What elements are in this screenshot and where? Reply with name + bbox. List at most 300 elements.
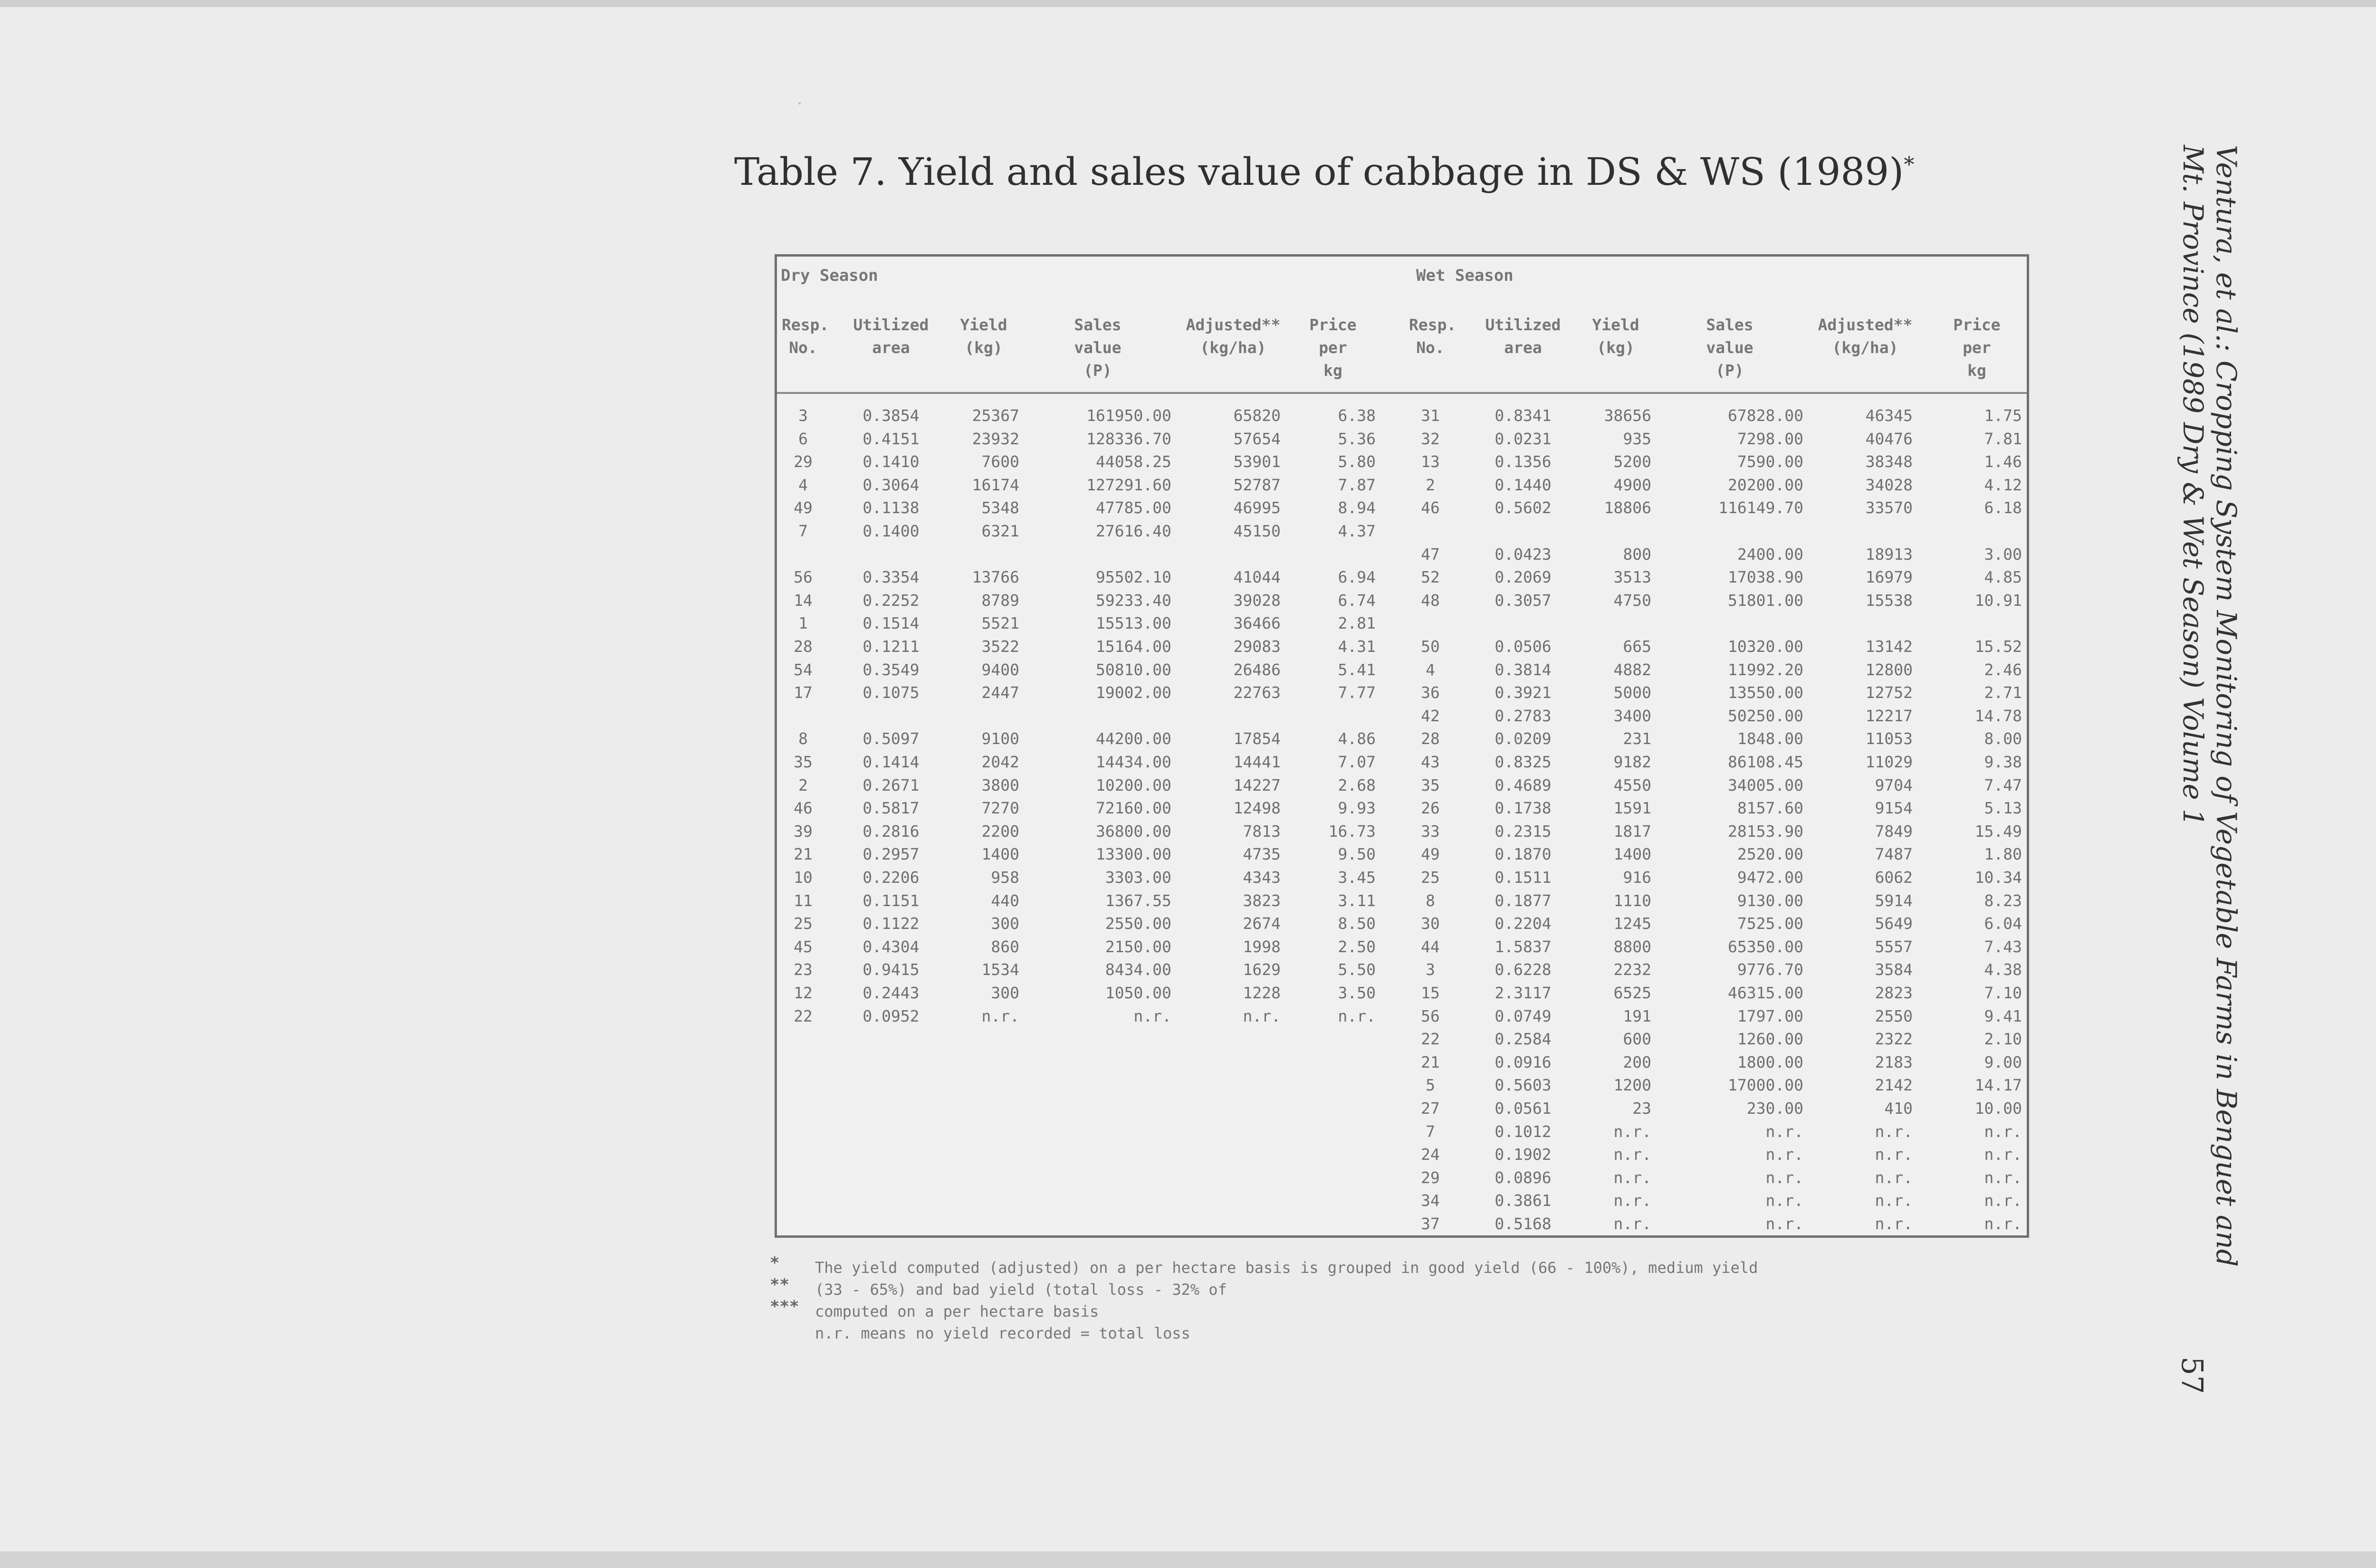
dry-table-cell: 22763 bbox=[1233, 683, 1281, 702]
wet-table-cell: 0.8325 bbox=[1495, 753, 1552, 771]
table-title-text: Table 7. Yield and sales value of cabbage in DS & WS (1989) bbox=[734, 150, 1904, 194]
dry-table-cell: 0.1138 bbox=[862, 498, 920, 517]
wet-table-cell: n.r. bbox=[1984, 1145, 2022, 1164]
wet-table-cell: 15538 bbox=[1865, 591, 1913, 610]
wet-table-cell: 231 bbox=[1623, 729, 1651, 748]
wet-table-cell: 7.43 bbox=[1984, 937, 2022, 956]
wet-table-cell: 38348 bbox=[1865, 452, 1913, 471]
wet-table-cell: 2.71 bbox=[1984, 683, 2022, 702]
wet-table-cell: 9776.70 bbox=[1737, 960, 1803, 979]
footnote-mark: * bbox=[770, 1253, 780, 1272]
dry-table-cell: 2550.00 bbox=[1105, 914, 1171, 933]
wet-table-cell: 410 bbox=[1884, 1099, 1913, 1118]
dry-table-cell: 1050.00 bbox=[1105, 984, 1171, 1002]
dry-table-cell: 0.1211 bbox=[862, 637, 920, 656]
footnotes bbox=[770, 1253, 2053, 1344]
dry-header-cell: Price per kg bbox=[1309, 316, 1357, 380]
wet-table-cell: 6525 bbox=[1613, 984, 1651, 1002]
dry-table-cell: 59233.40 bbox=[1096, 591, 1171, 610]
dry-table-cell: 45 bbox=[794, 937, 813, 956]
dry-table-cell: 6.94 bbox=[1338, 568, 1376, 587]
wet-table-cell: 7298.00 bbox=[1737, 429, 1803, 448]
dry-table-cell: 29083 bbox=[1233, 637, 1281, 656]
dry-table-cell: 0.3854 bbox=[862, 406, 920, 425]
dry-table-cell: 3.45 bbox=[1338, 868, 1376, 887]
dry-table-cell: 23932 bbox=[972, 429, 1019, 448]
dry-header-cell: Sales value (P) bbox=[1074, 316, 1121, 380]
dry-table-cell: 15164.00 bbox=[1096, 637, 1171, 656]
dry-table-cell: 0.4151 bbox=[862, 429, 920, 448]
wet-table-cell: 2520.00 bbox=[1737, 845, 1803, 864]
running-title-line-2: Mt. Province (1989 Dry & Wet Season) Volume 1 bbox=[2177, 145, 2209, 827]
wet-table-cell: 0.2204 bbox=[1495, 914, 1552, 933]
running-title bbox=[2157, 145, 2243, 1267]
wet-table-cell: 191 bbox=[1623, 1006, 1651, 1025]
dry-table-cell: 0.2252 bbox=[862, 591, 920, 610]
wet-table-cell: 46345 bbox=[1865, 406, 1913, 425]
wet-table-cell: 0.1738 bbox=[1495, 799, 1552, 818]
dry-table-cell: 16174 bbox=[972, 475, 1019, 494]
wet-table-cell: 6062 bbox=[1875, 868, 1913, 887]
wet-table-cell: 1400 bbox=[1613, 845, 1651, 864]
wet-table-cell: 4550 bbox=[1613, 775, 1651, 794]
dry-table-cell: 17 bbox=[794, 683, 813, 702]
dry-table-cell: 0.2443 bbox=[862, 984, 920, 1002]
dry-table-cell: 5.41 bbox=[1338, 660, 1376, 679]
wet-table-cell: 11053 bbox=[1865, 729, 1913, 748]
wet-table-cell: n.r. bbox=[1875, 1214, 1913, 1233]
wet-table-cell: 4750 bbox=[1613, 591, 1651, 610]
dry-table-cell: 0.4304 bbox=[862, 937, 920, 956]
wet-table-cell: n.r. bbox=[1613, 1122, 1651, 1141]
dry-table-cell: 4.31 bbox=[1338, 637, 1376, 656]
page-number bbox=[2172, 1357, 2214, 1399]
scanned-page bbox=[0, 7, 2376, 1558]
dry-table-cell: 6.38 bbox=[1338, 406, 1376, 425]
wet-table-cell: 40476 bbox=[1865, 429, 1913, 448]
wet-table-cell: 17000.00 bbox=[1728, 1076, 1803, 1095]
dry-table-cell: 2042 bbox=[981, 753, 1019, 771]
dry-table-cell: 0.2206 bbox=[862, 868, 920, 887]
dry-table-cell: 0.3549 bbox=[862, 660, 920, 679]
wet-table-cell: 8 bbox=[1426, 891, 1435, 910]
wet-table-cell: 16979 bbox=[1865, 568, 1913, 587]
wet-table-cell: 86108.45 bbox=[1728, 753, 1803, 771]
wet-table-cell: 28153.90 bbox=[1728, 822, 1803, 841]
wet-table-cell: 4.12 bbox=[1984, 475, 2022, 494]
dry-table-cell: 52787 bbox=[1233, 475, 1281, 494]
dry-table-cell: 16.73 bbox=[1328, 822, 1376, 841]
wet-table-cell: 0.1511 bbox=[1495, 868, 1552, 887]
wet-table-cell: 7525.00 bbox=[1737, 914, 1803, 933]
wet-header-cell: Sales value (P) bbox=[1706, 316, 1753, 380]
dry-table-cell: 53901 bbox=[1233, 452, 1281, 471]
wet-table-cell: 2 bbox=[1426, 475, 1435, 494]
dry-table-cell: 7270 bbox=[981, 799, 1019, 818]
wet-table-cell: 0.1440 bbox=[1495, 475, 1552, 494]
dry-table-cell: 19002.00 bbox=[1096, 683, 1171, 702]
wet-table-cell: n.r. bbox=[1765, 1168, 1803, 1187]
dry-table-cell: 1534 bbox=[981, 960, 1019, 979]
wet-table-cell: 10320.00 bbox=[1728, 637, 1803, 656]
wet-table-cell: 0.5168 bbox=[1495, 1214, 1552, 1233]
dry-table-cell: 161950.00 bbox=[1086, 406, 1171, 425]
dry-table-cell: 36800.00 bbox=[1096, 822, 1171, 841]
dry-table-cell: 44058.25 bbox=[1096, 452, 1171, 471]
dry-table-cell: 4343 bbox=[1243, 868, 1281, 887]
dry-table-cell: 860 bbox=[991, 937, 1019, 956]
wet-table-cell: 9.41 bbox=[1984, 1006, 2022, 1025]
wet-table-cell: 65350.00 bbox=[1728, 937, 1803, 956]
wet-table-cell: n.r. bbox=[1765, 1122, 1803, 1141]
dry-table-cell: 8.94 bbox=[1338, 498, 1376, 517]
wet-header-cell: Adjusted** (kg/ha) bbox=[1818, 316, 1913, 357]
wet-table-cell: 27 bbox=[1421, 1099, 1440, 1118]
wet-table-cell: n.r. bbox=[1613, 1145, 1651, 1164]
wet-table-cell: 7487 bbox=[1875, 845, 1913, 864]
dry-table-cell: 4.86 bbox=[1338, 729, 1376, 748]
dry-table-cell: 50810.00 bbox=[1096, 660, 1171, 679]
dry-table-cell: 45150 bbox=[1233, 522, 1281, 540]
wet-table-cell: 0.1877 bbox=[1495, 891, 1552, 910]
dry-table-cell: 6321 bbox=[981, 522, 1019, 540]
dry-table-cell: 14227 bbox=[1233, 775, 1281, 794]
wet-table-cell: 33 bbox=[1421, 822, 1440, 841]
footnote-text: (33 - 65%) and bad yield (total loss - 32% of bbox=[815, 1281, 1227, 1299]
dry-table-cell: 12498 bbox=[1233, 799, 1281, 818]
dry-table-cell: 7.87 bbox=[1338, 475, 1376, 494]
wet-table-cell: 31 bbox=[1421, 406, 1440, 425]
wet-table-cell: 21 bbox=[1421, 1052, 1440, 1071]
dry-table-cell: 3800 bbox=[981, 775, 1019, 794]
footnote-text: The yield computed (adjusted) on a per hectare basis is grouped in good yield (66 - 100%), medium yield bbox=[815, 1259, 1758, 1277]
dry-table-cell: 3 bbox=[798, 406, 808, 425]
dry-table-cell: 56 bbox=[794, 568, 813, 587]
wet-table-cell: 9154 bbox=[1875, 799, 1913, 818]
dry-table-cell: 7600 bbox=[981, 452, 1019, 471]
dry-table-cell: 7813 bbox=[1243, 822, 1281, 841]
wet-table-cell: 13142 bbox=[1865, 637, 1913, 656]
wet-table-cell: 0.3057 bbox=[1495, 591, 1552, 610]
wet-table-cell: 47 bbox=[1421, 545, 1440, 564]
dry-table-cell: 8434.00 bbox=[1105, 960, 1171, 979]
wet-table-cell: 6.18 bbox=[1984, 498, 2022, 517]
wet-table-cell: 5 bbox=[1426, 1076, 1435, 1095]
wet-table-cell: 0.2584 bbox=[1495, 1030, 1552, 1049]
wet-table-cell: 0.4689 bbox=[1495, 775, 1552, 794]
table-title-mark: * bbox=[1904, 153, 1915, 177]
wet-table-cell: 34005.00 bbox=[1728, 775, 1803, 794]
wet-table-cell: 9.38 bbox=[1984, 753, 2022, 771]
dry-table-cell: 39028 bbox=[1233, 591, 1281, 610]
wet-table-cell: 3.00 bbox=[1984, 545, 2022, 564]
wet-table-cell: 5557 bbox=[1875, 937, 1913, 956]
wet-table-cell: 0.0561 bbox=[1495, 1099, 1552, 1118]
wet-table-cell: 33570 bbox=[1865, 498, 1913, 517]
dry-table-cell: 29 bbox=[794, 452, 813, 471]
wet-table-cell: 9182 bbox=[1613, 753, 1651, 771]
dry-table-cell: 11 bbox=[794, 891, 813, 910]
wet-table-cell: n.r. bbox=[1875, 1168, 1913, 1187]
wet-table-cell: 28 bbox=[1421, 729, 1440, 748]
wet-table-cell: 56 bbox=[1421, 1006, 1440, 1025]
dry-table-cell: 5.50 bbox=[1338, 960, 1376, 979]
wet-table-cell: 43 bbox=[1421, 753, 1440, 771]
wet-table-cell: 600 bbox=[1623, 1030, 1651, 1049]
wet-table-cell: n.r. bbox=[1613, 1214, 1651, 1233]
dry-table-cell: 0.2957 bbox=[862, 845, 920, 864]
wet-table-cell: 0.1356 bbox=[1495, 452, 1552, 471]
dry-header-cell: Yield (kg) bbox=[960, 316, 1007, 357]
page-bottom-edge bbox=[0, 1551, 2376, 1568]
wet-table-cell: 24 bbox=[1421, 1145, 1440, 1164]
wet-table-cell: 3584 bbox=[1875, 960, 1913, 979]
dry-table-cell: 0.2671 bbox=[862, 775, 920, 794]
wet-table-cell: 0.1012 bbox=[1495, 1122, 1552, 1141]
wet-table-cell: 0.2315 bbox=[1495, 822, 1552, 841]
footnote-mark: *** bbox=[770, 1297, 799, 1316]
scan-speck bbox=[798, 102, 801, 105]
dry-table-cell: 0.3354 bbox=[862, 568, 920, 587]
wet-table-cell: 2232 bbox=[1613, 960, 1651, 979]
dry-table-cell: 3.11 bbox=[1338, 891, 1376, 910]
wet-table-cell: 8157.60 bbox=[1737, 799, 1803, 818]
dry-table-cell: 2447 bbox=[981, 683, 1019, 702]
wet-table-cell: 11992.20 bbox=[1728, 660, 1803, 679]
wet-table-cell: 20200.00 bbox=[1728, 475, 1803, 494]
dry-table-cell: 128336.70 bbox=[1086, 429, 1171, 448]
wet-table-cell: 1591 bbox=[1613, 799, 1651, 818]
dry-table-cell: 0.2816 bbox=[862, 822, 920, 841]
dry-table-cell: 3303.00 bbox=[1105, 868, 1171, 887]
dry-table-cell: 21 bbox=[794, 845, 813, 864]
dry-table-cell: 25 bbox=[794, 914, 813, 933]
wet-table-cell: 2.46 bbox=[1984, 660, 2022, 679]
dry-table-cell: 9.50 bbox=[1338, 845, 1376, 864]
dry-table-cell: 1367.55 bbox=[1105, 891, 1171, 910]
dry-table-cell: 12 bbox=[794, 984, 813, 1002]
wet-table-cell: 35 bbox=[1421, 775, 1440, 794]
wet-table-cell: 1848.00 bbox=[1737, 729, 1803, 748]
wet-table-cell: 3400 bbox=[1613, 706, 1651, 725]
dry-table-cell: 47785.00 bbox=[1096, 498, 1171, 517]
dry-table-cell: 9400 bbox=[981, 660, 1019, 679]
header-rule bbox=[777, 392, 2027, 394]
data-table bbox=[775, 254, 2029, 1238]
dry-table-cell: 958 bbox=[991, 868, 1019, 887]
dry-table-cell: 46 bbox=[794, 799, 813, 818]
wet-table-cell: 0.0423 bbox=[1495, 545, 1552, 564]
wet-table-cell: 7 bbox=[1426, 1122, 1435, 1141]
dry-table-cell: 1629 bbox=[1243, 960, 1281, 979]
dry-table-cell: 10200.00 bbox=[1096, 775, 1171, 794]
dry-table-cell: 17854 bbox=[1233, 729, 1281, 748]
dry-table-cell: 5521 bbox=[981, 614, 1019, 633]
dry-table-cell: 14441 bbox=[1233, 753, 1281, 771]
dry-table-cell: 8.50 bbox=[1338, 914, 1376, 933]
dry-table-cell: 65820 bbox=[1233, 406, 1281, 425]
wet-table-cell: 15.49 bbox=[1974, 822, 2022, 841]
dry-table-cell: 2.68 bbox=[1338, 775, 1376, 794]
dry-table-cell: 13300.00 bbox=[1096, 845, 1171, 864]
dry-table-cell: 36466 bbox=[1233, 614, 1281, 633]
dry-table-cell: 9.93 bbox=[1338, 799, 1376, 818]
dry-table-cell: 1998 bbox=[1243, 937, 1281, 956]
wet-table-cell: 4.85 bbox=[1984, 568, 2022, 587]
wet-table-cell: 116149.70 bbox=[1718, 498, 1803, 517]
dry-table-cell: 7 bbox=[798, 522, 808, 540]
dry-season-label: Dry Season bbox=[781, 266, 878, 285]
wet-table-cell: 7.81 bbox=[1984, 429, 2022, 448]
dry-table-cell: 72160.00 bbox=[1096, 799, 1171, 818]
page-number-text: 57 bbox=[2175, 1357, 2210, 1394]
dry-table-cell: 300 bbox=[991, 984, 1019, 1002]
footnote-text: n.r. means no yield recorded = total loss bbox=[815, 1324, 1190, 1342]
dry-table-cell: n.r. bbox=[1338, 1006, 1376, 1025]
wet-table-cell: 4 bbox=[1426, 660, 1435, 679]
wet-table-cell: n.r. bbox=[1613, 1191, 1651, 1210]
footnote-line bbox=[770, 1253, 2053, 1279]
wet-table-cell: 2550 bbox=[1875, 1006, 1913, 1025]
wet-table-cell: 665 bbox=[1623, 637, 1651, 656]
dry-header-cell: Utilized area bbox=[853, 316, 929, 357]
dry-table-cell: 3522 bbox=[981, 637, 1019, 656]
dry-table-cell: n.r. bbox=[1133, 1006, 1171, 1025]
wet-header-cell: Yield (kg) bbox=[1592, 316, 1639, 357]
wet-table-cell: 5914 bbox=[1875, 891, 1913, 910]
wet-table-cell: 48 bbox=[1421, 591, 1440, 610]
wet-table-cell: 46315.00 bbox=[1728, 984, 1803, 1002]
dry-table-cell: 15513.00 bbox=[1096, 614, 1171, 633]
dry-table-cell: 4.37 bbox=[1338, 522, 1376, 540]
wet-table-cell: 46 bbox=[1421, 498, 1440, 517]
wet-table-cell: 3 bbox=[1426, 960, 1435, 979]
wet-table-cell: 7.47 bbox=[1984, 775, 2022, 794]
wet-table-cell: 0.0506 bbox=[1495, 637, 1552, 656]
dry-table-cell: 27616.40 bbox=[1096, 522, 1171, 540]
wet-table-cell: 9704 bbox=[1875, 775, 1913, 794]
footnote-mark: ** bbox=[770, 1275, 789, 1294]
wet-table-cell: 7590.00 bbox=[1737, 452, 1803, 471]
wet-table-cell: n.r. bbox=[1875, 1122, 1913, 1141]
wet-table-cell: 200 bbox=[1623, 1052, 1651, 1071]
wet-table-cell: 18806 bbox=[1604, 498, 1651, 517]
dry-table-cell: 95502.10 bbox=[1096, 568, 1171, 587]
wet-table-cell: 1260.00 bbox=[1737, 1030, 1803, 1049]
wet-table-cell: 14.78 bbox=[1974, 706, 2022, 725]
wet-table-cell: 25 bbox=[1421, 868, 1440, 887]
wet-table-cell: 7.10 bbox=[1984, 984, 2022, 1002]
dry-header-cell: Adjusted** (kg/ha) bbox=[1186, 316, 1281, 357]
dry-table-cell: 14434.00 bbox=[1096, 753, 1171, 771]
wet-table-cell: 49 bbox=[1421, 845, 1440, 864]
dry-table-cell: 0.1151 bbox=[862, 891, 920, 910]
dry-table-cell: 22 bbox=[794, 1006, 813, 1025]
dry-table-cell: 8789 bbox=[981, 591, 1019, 610]
wet-table-cell: 2322 bbox=[1875, 1030, 1913, 1049]
wet-table-cell: 0.3921 bbox=[1495, 683, 1552, 702]
wet-table-cell: 10.34 bbox=[1974, 868, 2022, 887]
wet-table-cell: n.r. bbox=[1984, 1191, 2022, 1210]
wet-table-cell: 4882 bbox=[1613, 660, 1651, 679]
wet-table-cell: 26 bbox=[1421, 799, 1440, 818]
wet-table-cell: 5649 bbox=[1875, 914, 1913, 933]
dry-table-cell: 46995 bbox=[1233, 498, 1281, 517]
wet-table-cell: 30 bbox=[1421, 914, 1440, 933]
wet-table-cell: 13550.00 bbox=[1728, 683, 1803, 702]
wet-table-cell: 1797.00 bbox=[1737, 1006, 1803, 1025]
dry-table-cell: 13766 bbox=[972, 568, 1019, 587]
dry-table-cell: 1228 bbox=[1243, 984, 1281, 1002]
dry-table-cell: 0.5817 bbox=[862, 799, 920, 818]
dry-table-cell: 4735 bbox=[1243, 845, 1281, 864]
wet-table-cell: 0.5603 bbox=[1495, 1076, 1552, 1095]
wet-table-cell: 0.0896 bbox=[1495, 1168, 1552, 1187]
dry-table-cell: 2674 bbox=[1243, 914, 1281, 933]
wet-table-cell: 0.8341 bbox=[1495, 406, 1552, 425]
dry-table-cell: 6 bbox=[798, 429, 808, 448]
wet-table-cell: 9.00 bbox=[1984, 1052, 2022, 1071]
dry-table-cell: 9100 bbox=[981, 729, 1019, 748]
wet-table-cell: 0.0209 bbox=[1495, 729, 1552, 748]
dry-table-cell: 1 bbox=[798, 614, 808, 633]
wet-table-cell: 44 bbox=[1421, 937, 1440, 956]
dry-table-cell: 127291.60 bbox=[1086, 475, 1171, 494]
wet-table-cell: 2400.00 bbox=[1737, 545, 1803, 564]
wet-table-cell: 0.3861 bbox=[1495, 1191, 1552, 1210]
dry-table-cell: 0.1122 bbox=[862, 914, 920, 933]
wet-table-cell: 22 bbox=[1421, 1030, 1440, 1049]
wet-table-cell: 1.5837 bbox=[1495, 937, 1552, 956]
wet-table-cell: 50 bbox=[1421, 637, 1440, 656]
wet-table-cell: 2.10 bbox=[1984, 1030, 2022, 1049]
wet-table-cell: 15.52 bbox=[1974, 637, 2022, 656]
wet-table-cell: 37 bbox=[1421, 1214, 1440, 1233]
wet-table-cell: 5200 bbox=[1613, 452, 1651, 471]
wet-season-label: Wet Season bbox=[1416, 266, 1514, 285]
wet-table-cell: n.r. bbox=[1765, 1214, 1803, 1233]
wet-table-cell: 34028 bbox=[1865, 475, 1913, 494]
dry-table-cell: 5.80 bbox=[1338, 452, 1376, 471]
dry-table-cell: 54 bbox=[794, 660, 813, 679]
footnote-line bbox=[770, 1322, 2053, 1344]
dry-table-cell: 2.81 bbox=[1338, 614, 1376, 633]
wet-table-cell: 1200 bbox=[1613, 1076, 1651, 1095]
dry-table-cell: 0.9415 bbox=[862, 960, 920, 979]
wet-table-cell: 3513 bbox=[1613, 568, 1651, 587]
wet-table-cell: 1245 bbox=[1613, 914, 1651, 933]
wet-header-cell: Utilized area bbox=[1485, 316, 1561, 357]
wet-table-cell: 50250.00 bbox=[1728, 706, 1803, 725]
wet-table-cell: 67828.00 bbox=[1728, 406, 1803, 425]
dry-table-cell: 6.74 bbox=[1338, 591, 1376, 610]
wet-table-cell: 11029 bbox=[1865, 753, 1913, 771]
wet-table-cell: 1.46 bbox=[1984, 452, 2022, 471]
dry-table-cell: 0.1400 bbox=[862, 522, 920, 540]
wet-table-cell: 0.1870 bbox=[1495, 845, 1552, 864]
dry-table-cell: n.r. bbox=[981, 1006, 1019, 1025]
wet-table-cell: 5.13 bbox=[1984, 799, 2022, 818]
dry-table-cell: 8 bbox=[798, 729, 808, 748]
wet-table-cell: 1.75 bbox=[1984, 406, 2022, 425]
wet-table-cell: 0.2069 bbox=[1495, 568, 1552, 587]
wet-table-cell: n.r. bbox=[1613, 1168, 1651, 1187]
dry-table-cell: 5.36 bbox=[1338, 429, 1376, 448]
wet-table-cell: n.r. bbox=[1765, 1191, 1803, 1210]
wet-table-cell: 800 bbox=[1623, 545, 1651, 564]
dry-table-cell: 14 bbox=[794, 591, 813, 610]
wet-table-cell: 14.17 bbox=[1974, 1076, 2022, 1095]
